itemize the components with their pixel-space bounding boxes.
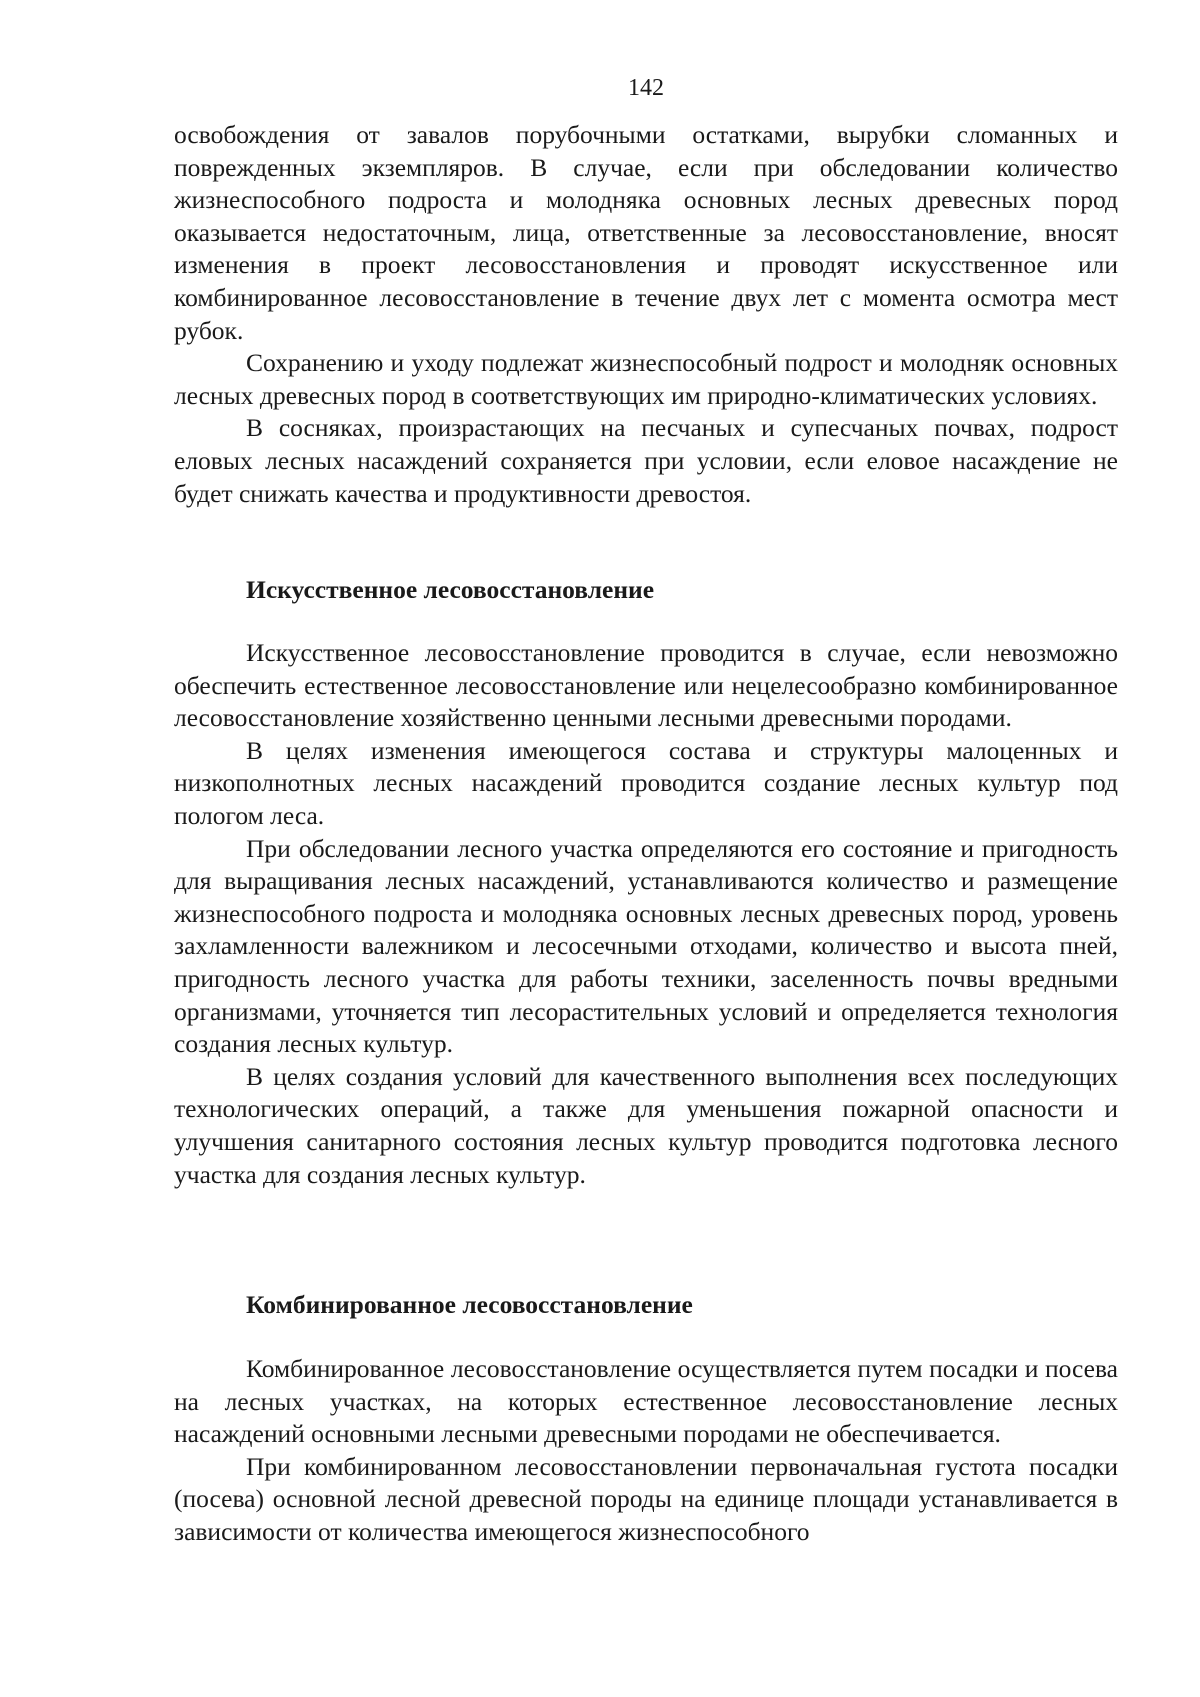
paragraph: Сохранению и уходу подлежат жизнеспособный подрост и молодняк основных лесных древесных пород в соответствующих им природно-климатических условиях.: [174, 348, 1118, 410]
page-number: 142: [628, 75, 664, 101]
text-block-intro: [174, 119, 1118, 510]
paragraph: Комбинированное лесовосстановление осуществляется путем посадки и посева на лесных участках, на которых естественное лесовосстановление лесных насаждений основными лесными древесными породами не обеспечивается.: [174, 1354, 1118, 1449]
section-heading-combined: Комбинированное лесовосстановление: [246, 1290, 693, 1319]
text-block-artificial: [174, 637, 1118, 1191]
paragraph: Искусственное лесовосстановление проводится в случае, если невозможно обеспечить естественное лесовосстановление или нецелесообразно комбинированное лесовосстановление хозяйственно ценными лесными древесными породами.: [174, 638, 1118, 733]
paragraph: При комбинированном лесовосстановлении первоначальная густота посадки (посева) основной лесной древесной породы на единице площади устанавливается в зависимости от количества имеющегося жизнеспособного: [174, 1451, 1118, 1546]
section-heading-artificial: Искусственное лесовосстановление: [246, 575, 655, 604]
paragraph: В сосняках, произрастающих на песчаных и супесчаных почвах, подрост еловых лесных насаждений сохраняется при условии, если еловое насаждение не будет снижать качества и продуктивности древостоя.: [174, 413, 1118, 508]
paragraph: В целях изменения имеющегося состава и структуры малоценных и низкополнотных лесных насаждений проводится создание лесных культур под пологом леса.: [174, 735, 1118, 830]
paragraph: освобождения от завалов порубочными остатками, вырубки сломанных и поврежденных экземпляров. В случае, если при обследовании количество жизнеспособного подроста и молодняка основных лесных древесных пород оказывается недостаточным, лица, ответственные за лесовосстановление, вносят изменения в проект лесовосстановления и проводят искусственное или комбинированное лесовосстановление в течение двух лет с момента осмотра мест рубок.: [174, 120, 1118, 345]
paragraph: В целях создания условий для качественного выполнения всех последующих технологических операций, а также для уменьшения пожарной опасности и улучшения санитарного состояния лесных культур проводится подготовка лесного участка для создания лесных культур.: [174, 1061, 1118, 1189]
text-block-combined: [174, 1353, 1118, 1549]
paragraph: При обследовании лесного участка определяются его состояние и пригодность для выращивания лесных насаждений, устанавливаются количество и размещение жизнеспособного подроста и молодняка основных лесных древесных пород, уровень захламленности валежником и лесосечными отходами, количество и высота пней, пригодность лесного участка для работы техники, заселенность почвы вредными организмами, уточняется тип лесорастительных условий и определяется технология создания лесных культур.: [174, 833, 1118, 1059]
